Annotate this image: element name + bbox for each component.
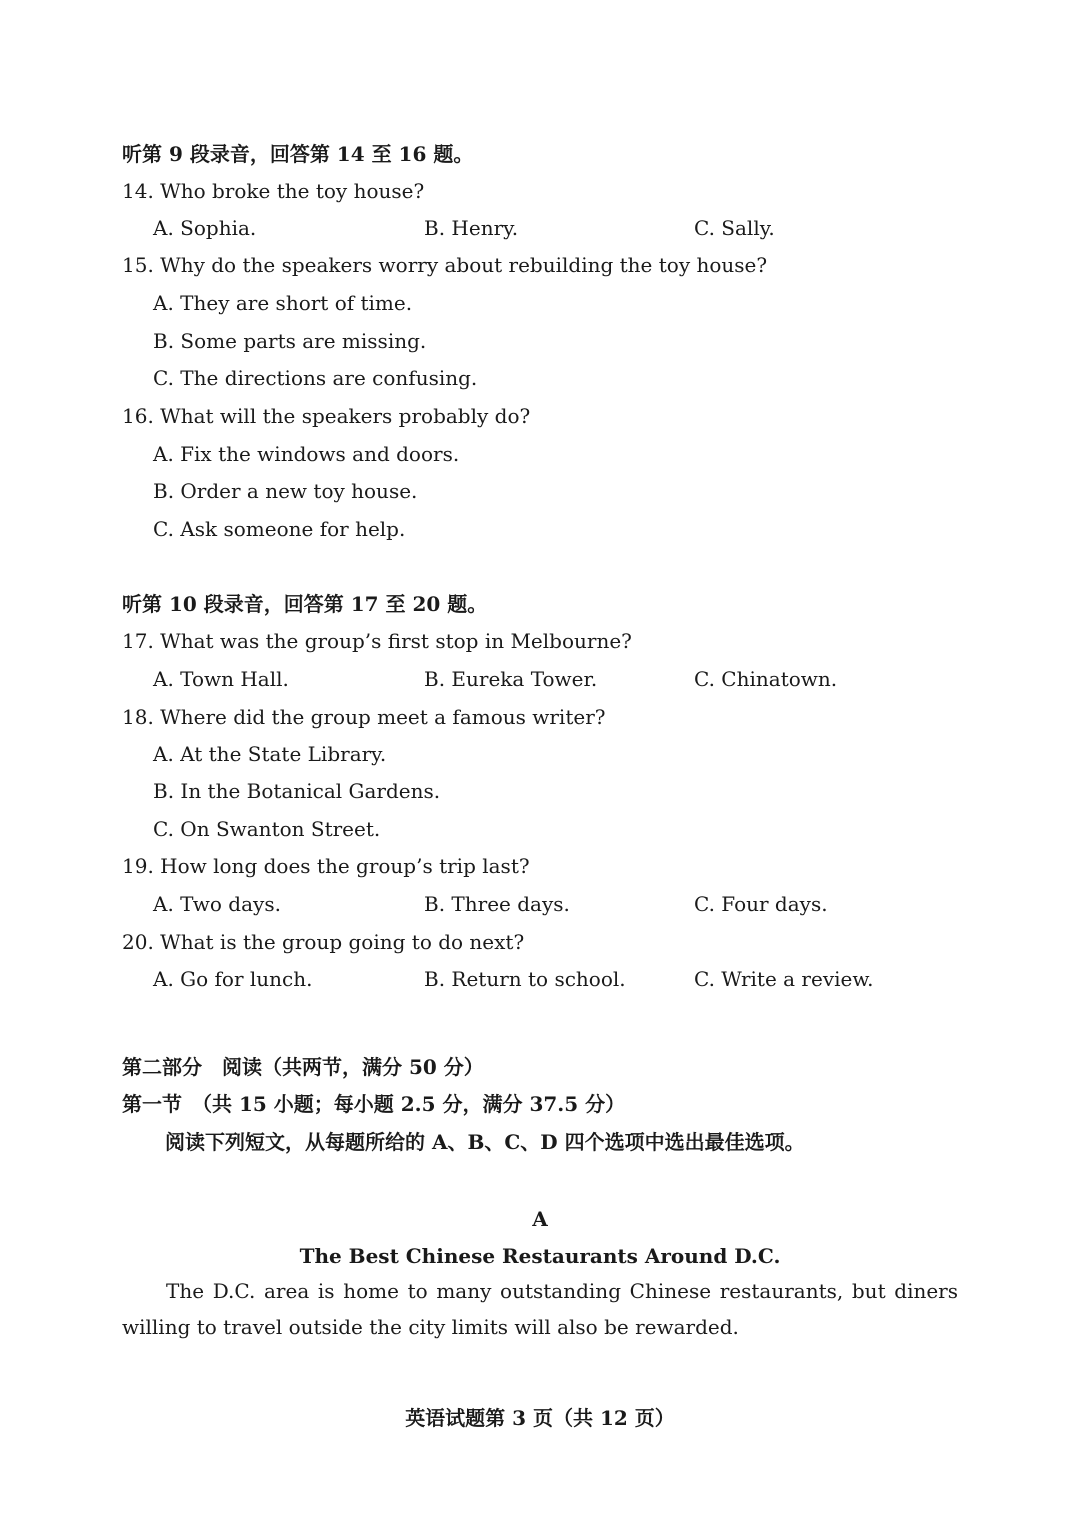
option-15-a: A. They are short of time.	[153, 291, 413, 315]
option-17-b: B. Eureka Tower.	[424, 667, 598, 691]
question-15: 15. Why do the speakers worry about rebuilding the toy house?	[122, 253, 768, 277]
option-18-a: A. At the State Library.	[153, 742, 387, 766]
page-footer: 英语试题第 3 页（共 12 页）	[405, 1406, 675, 1430]
part-2-heading: 第二部分 阅读（共两节，满分 50 分）	[122, 1055, 484, 1079]
part-2-section-1-heading: 第一节 （共 15 小题；每小题 2.5 分，满分 37.5 分）	[122, 1092, 626, 1116]
question-20: 20. What is the group going to do next?	[122, 930, 525, 954]
option-16-c: C. Ask someone for help.	[153, 517, 406, 541]
option-19-c: C. Four days.	[694, 892, 828, 916]
option-14-b: B. Henry.	[424, 216, 519, 240]
section-9-heading: 听第 9 段录音，回答第 14 至 16 题。	[122, 142, 474, 166]
option-17-c: C. Chinatown.	[694, 667, 838, 691]
option-18-b: B. In the Botanical Gardens.	[153, 779, 441, 803]
option-15-b: B. Some parts are missing.	[153, 329, 427, 353]
option-16-b: B. Order a new toy house.	[153, 479, 418, 503]
reading-instruction: 阅读下列短文，从每题所给的 A、B、C、D 四个选项中选出最佳选项。	[165, 1130, 805, 1154]
option-19-a: A. Two days.	[153, 892, 281, 916]
option-20-c: C. Write a review.	[694, 967, 874, 991]
option-15-c: C. The directions are confusing.	[153, 366, 478, 390]
option-20-a: A. Go for lunch.	[153, 967, 313, 991]
passage-paragraph: The D.C. area is home to many outstanding Chinese restaurants, but diners willing to travel outside the city limits will also be rewarded.	[122, 1279, 958, 1339]
option-19-b: B. Three days.	[424, 892, 570, 916]
option-16-a: A. Fix the windows and doors.	[153, 442, 460, 466]
question-19: 19. How long does the group’s trip last?	[122, 854, 530, 878]
option-14-c: C. Sally.	[694, 216, 775, 240]
option-20-b: B. Return to school.	[424, 967, 626, 991]
question-17: 17. What was the group’s first stop in Melbourne?	[122, 629, 632, 653]
question-18: 18. Where did the group meet a famous writer?	[122, 705, 606, 729]
passage-label: A	[532, 1207, 548, 1231]
question-14: 14. Who broke the toy house?	[122, 179, 425, 203]
section-10-heading: 听第 10 段录音，回答第 17 至 20 题。	[122, 592, 488, 616]
question-16: 16. What will the speakers probably do?	[122, 404, 531, 428]
option-17-a: A. Town Hall.	[153, 667, 289, 691]
option-14-a: A. Sophia.	[153, 216, 257, 240]
option-18-c: C. On Swanton Street.	[153, 817, 381, 841]
passage-title: The Best Chinese Restaurants Around D.C.	[299, 1244, 781, 1268]
